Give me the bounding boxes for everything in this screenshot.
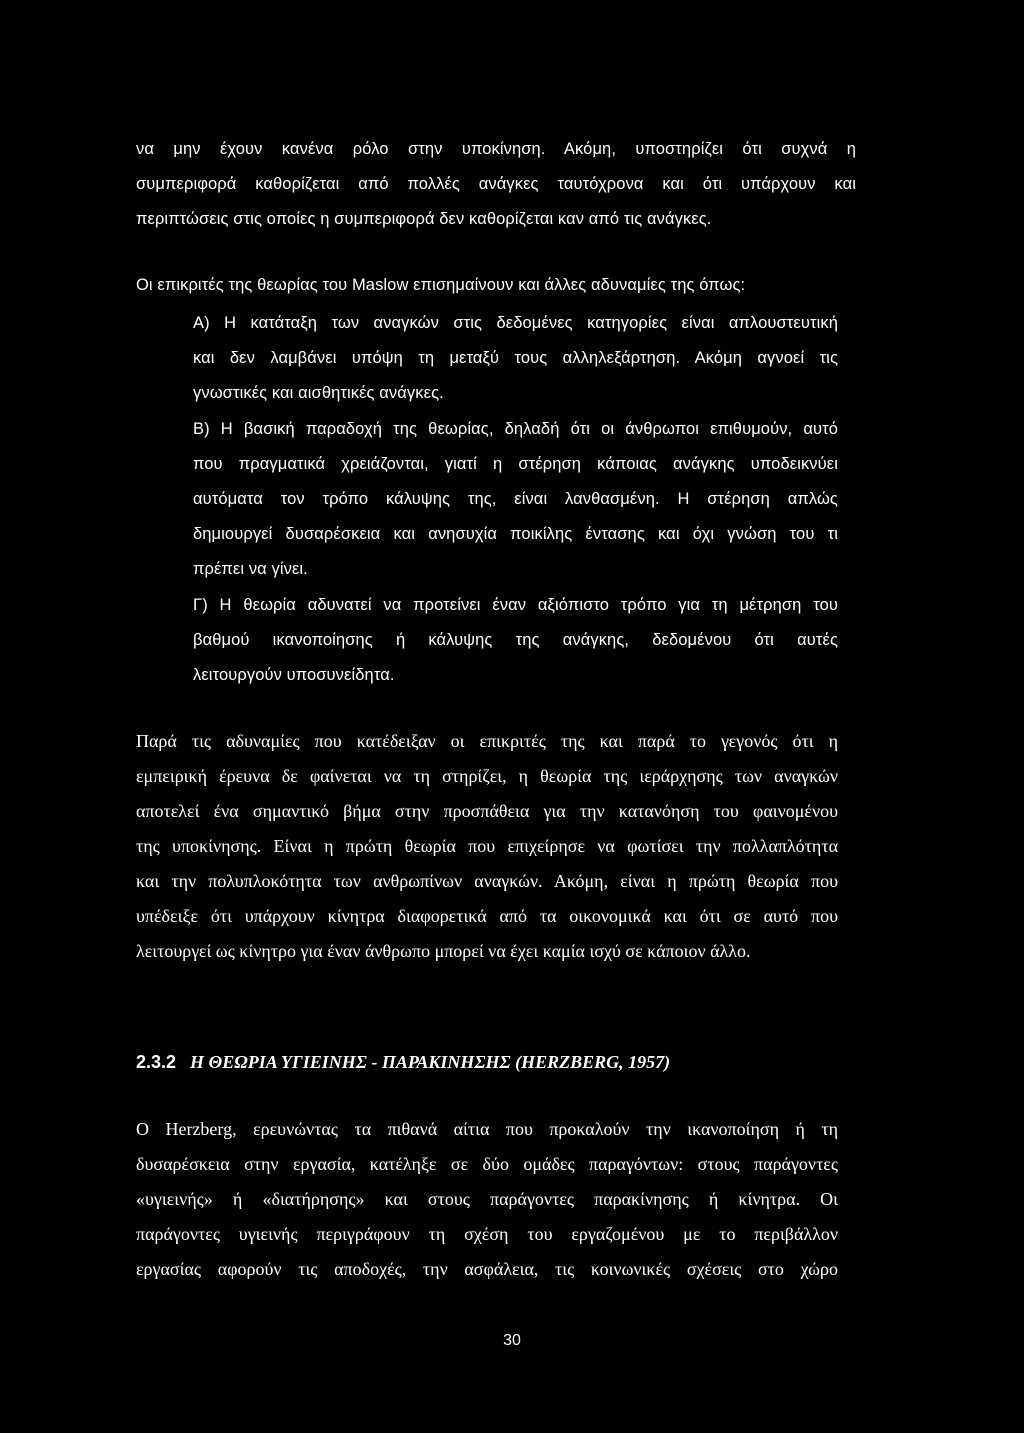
text-line: Γ) Η θεωρία αδυνατεί να προτείνει έναν αξιόπιστο τρόπο για τη μέτρηση του (193, 596, 838, 614)
text-line: συμπεριφορά καθορίζεται από πολλές ανάγκες ταυτόχρονα και ότι υπάρχουν και (136, 175, 856, 193)
text-line: δυσαρέσκεια στην εργασία, κατέληξε σε δύο ομάδες παραγόντων: στους παράγοντες (136, 1154, 838, 1174)
page-number: 30 (503, 1332, 521, 1349)
text-line: γνωστικές και αισθητικές ανάγκες. (193, 384, 444, 402)
text-line: υπέδειξε ότι υπάρχουν κίνητρα διαφορετικά από τα οικονομικά και ότι σε αυτό που (136, 906, 838, 926)
paragraph-4 (136, 1112, 838, 1287)
text-line: περιπτώσεις στις οποίες η συμπεριφορά δεν καθορίζεται καν από τις ανάγκες. (136, 210, 712, 228)
list-item-a (193, 306, 838, 411)
section-heading (136, 1052, 856, 1073)
text-line: εμπειρική έρευνα δε φαίνεται να τη στηρίζει, η θεωρία της ιεράρχησης των αναγκών (136, 766, 838, 786)
text-line: να μην έχουν κανένα ρόλο στην υποκίνηση. Ακόμη, υποστηρίζει ότι συχνά η (136, 140, 856, 158)
section-title: Η ΘΕΩΡΙΑ ΥΓΙΕΙΝΗΣ - ΠΑΡΑΚΙΝΗΣΗΣ (HERZBERG, 1957) (190, 1052, 671, 1072)
text-line: παράγοντες υγιεινής περιγράφουν τη σχέση του εργαζομένου με το περιβάλλον (136, 1224, 838, 1244)
text-line: Β) Η βασική παραδοχή της θεωρίας, δηλαδή ότι οι άνθρωποι επιθυμούν, αυτό (193, 420, 838, 438)
text-line: δημιουργεί δυσαρέσκεια και ανησυχία ποικίλης έντασης και όχι γνώση του τι (193, 525, 838, 543)
paragraph-2 (136, 268, 856, 303)
text-line: Οι επικριτές της θεωρίας του Maslow επισημαίνουν και άλλες αδυναμίες της όπως: (136, 276, 746, 294)
text-line: εργασίας αφορούν τις αποδοχές, την ασφάλεια, τις κοινωνικές σχέσεις στο χώρο (136, 1259, 838, 1279)
paragraph-1 (136, 132, 856, 237)
list-item-b (193, 412, 838, 587)
text-line: λειτουργούν υποσυνείδητα. (193, 666, 395, 684)
text-line: αποτελεί ένα σημαντικό βήμα στην προσπάθεια για την κατανόηση του φαινομένου (136, 801, 838, 821)
text-line: που πραγματικά χρειάζονται, γιατί η στέρηση κάποιας ανάγκης υποδεικνύει (193, 455, 838, 473)
text-line: Α) Η κατάταξη των αναγκών στις δεδομένες κατηγορίες είναι απλουστευτική (193, 314, 838, 332)
text-line: λειτουργεί ως κίνητρο για έναν άνθρωπο μπορεί να έχει καμία ισχύ σε κάποιον άλλο. (136, 941, 751, 961)
text-line: και δεν λαμβάνει υπόψη τη μεταξύ τους αλληλεξάρτηση. Ακόμη αγνοεί τις (193, 349, 838, 367)
text-line: πρέπει να γίνει. (193, 560, 308, 578)
text-line: Παρά τις αδυναμίες που κατέδειξαν οι επικριτές της και παρά το γεγονός ότι η (136, 731, 838, 751)
text-line: και την πολυπλοκότητα των ανθρωπίνων αναγκών. Ακόμη, είναι η πρώτη θεωρία που (136, 871, 838, 891)
section-number: 2.3.2 (136, 1052, 177, 1072)
text-line: της υποκίνησης. Είναι η πρώτη θεωρία που επιχείρησε να φωτίσει την πολλαπλότητα (136, 836, 838, 856)
text-line: βαθμού ικανοποίησης ή κάλυψης της ανάγκης, δεδομένου ότι αυτές (193, 631, 838, 649)
text-line: «υγιεινής» ή «διατήρησης» και στους παράγοντες παρακίνησης ή κίνητρα. Οι (136, 1189, 838, 1209)
list-item-c (193, 588, 838, 693)
text-line: αυτόματα τον τρόπο κάλυψης της, είναι λανθασμένη. Η στέρηση απλώς (193, 490, 838, 508)
text-line: Ο Herzberg, ερευνώντας τα πιθανά αίτια που προκαλούν την ικανοποίηση ή τη (136, 1119, 838, 1139)
paragraph-3 (136, 724, 838, 969)
